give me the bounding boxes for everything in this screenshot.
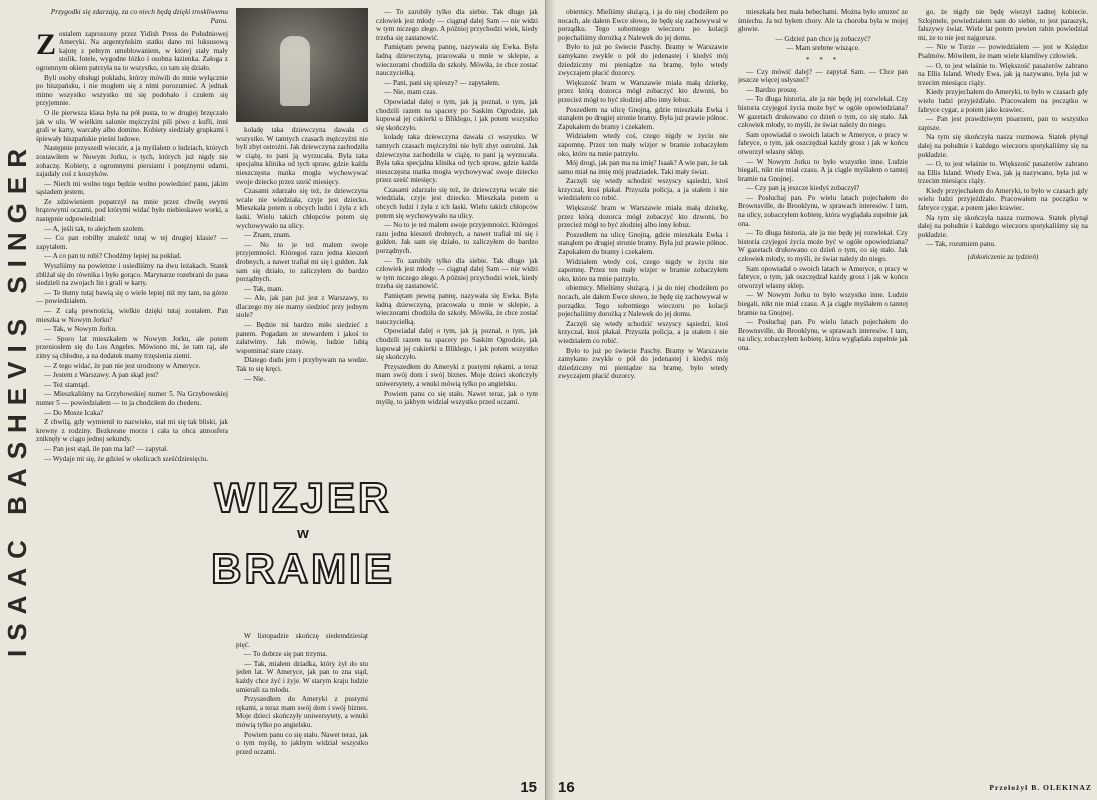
paragraph: Kiedy przyjechałem do Ameryki, to było w czasach gdy wielu ludzi przyjeżdżało. Pracowałem na początku w fabryce cygar, a potem jako krawiec. (918, 186, 1088, 213)
paragraph: — Mieszkaliśmy na Grzybowskiej numer 5. Na Grzybowskiej numer 5 — powiedziałem — to ja chodziłem do chederu. (36, 390, 228, 407)
paragraph: — Tak, mam. (244, 284, 284, 293)
paragraph: obietnicy. Mieliśmy służącą, i ja do niej chodziłem po nocach, ale dałem Ewce słowo, że będę się zachowywał w porządku. Tego sobotniego wieczoru po kolacji pojechaliśmy dorożką z Nalewek do jej domu. (558, 284, 728, 319)
paragraph: Większość bram w Warszawie miała małą dziurkę, przez którą dozorca mógł zobaczyć kto dzwoni, bo przecież mógł to być złodziej albo inny łobuz. (558, 78, 728, 104)
column-6 (918, 8, 1088, 778)
paragraph: Pamiętam pewną pannę, nazywała się Ewka. Była ładną dziewczyną, pracowała u mnie w sklepie, a wieczorami chodziła do szkoły. Mówiła, że chce zostać nauczycielką. (376, 43, 538, 78)
paragraph: — O, to jest właśnie to. Większość pasażerów zabrano na Ellis Island. Wtedy Ewa, jak ją nazywano, była już w trzecim miesiącu ciąży. (918, 61, 1088, 87)
paragraph: — Czy pan ją jeszcze kiedyś zobaczył? (746, 184, 860, 193)
paragraph: — Też stamtąd. (44, 380, 90, 389)
paragraph: — Bardzo proszę. (746, 85, 799, 94)
paragraph: — Te tłumy tutaj bawią się o wiele lepiej niż my tam, na górze — powiedziałem. (36, 288, 228, 306)
paragraph: koladę taka dziewczyna dawała ci wszystko. W tamtych czasach mężczyźni nie byli zbyt ostrożni. Jak dziewczyna zachodziła w ciążę, to pani ją wyrzucała. Była taka specjalna klinika od tych spraw, gdzie kaźda nieszczęsna matka mogła wychowywać swoje dziecko przez sześć miesięcy. (236, 126, 368, 186)
section-divider: * * * (805, 55, 841, 64)
paragraph: — No to je też malem swoje przyjemności. Któregoś razu jedna kieszeń drobnych, a nawet trafiał mi się i gulden. Jak sam się działo, to zaliczyłem do bardzo porządnych. (236, 240, 368, 284)
paragraph: — To dobrze się pan trzyma. (244, 650, 328, 659)
paragraph: Poszedłem na ulicę Gnojną, gdzie mieszkała Ewka i stanąłem po drugiej stronie bramy. Była już prawie północ. Zapukałem do bramy i czekałem. (558, 105, 728, 131)
left-page (0, 0, 546, 800)
paragraph: go, że nigdy nie będę wierzył żadnej kobiecie. Szlojmele, powiedziałem sam do siebie, to jest paraszyk, fałszywy świat. Wiele lat potem pewien rabin powiedział mi, że to nie jest najgorsze. (918, 8, 1088, 42)
paragraph: — A co pan tu robi? Chodźmy lepiej na pokład. (44, 252, 182, 261)
paragraph: — Z tego widać, że pan nie jest urodzony w Ameryce. (44, 361, 201, 370)
title-word-3: BRAMIE (211, 544, 395, 592)
paragraph: — Do Mosze Icaka? (44, 408, 104, 417)
gutter-shadow (546, 0, 556, 800)
column-3 (376, 8, 538, 778)
paragraph: — Pan jest stąd, ile pan ma lat? — zapytał. (44, 444, 168, 453)
paragraph: Na tym się skończyła nasza rozmowa. Statek płynął dalej na południe i każdego wieczoru spotykaliśmy się na pokładzie. (918, 133, 1088, 159)
paragraph: — Posłuchaj pan. Po wielu latach pojechałem do Brownsville, do Brooklynu, w sprawach interesów. I tam, na ulicy, zobaczyłem kobietę, która wyglądała zupełnie jak ona. (738, 318, 908, 352)
paragraph: — Czy mówić dalej? — zapytał Sam. — Chce pan jeszcze więcej usłyszeć? (738, 67, 908, 85)
story-photo (236, 8, 368, 122)
paragraph: Sam opowiadał o swoich latach w Ameryce, o pracy w fabryce, o tym, jak oszczędzał każdy grosz i jak w końcu otworzył własny sklep. (738, 264, 908, 290)
paragraph: Ze zdziwieniem popatrzył na mnie przez chwilę swymi brązowymi oczami, pod którymi widać było niebieskawe worki, a następnie odpowiedział: (36, 197, 228, 224)
paragraph: Czasami zdarzało się też, że dziewczyna wcale nie wiedziała, czyje jest dziecko. Mieszkała potem u obcych ludzi i żyła z ich łaski. Wielu takich chłopców potem się wychowywało na ulicy. (376, 185, 538, 220)
paragraph: — Posłuchaj pan. Po wielu latach pojechałem do Brownsville, do Brooklynu, w sprawach interesów. I tam, na ulicy, zobaczyłem kobietę, która wyglądała zupełnie jak ona. (738, 193, 908, 228)
story-title (211, 438, 395, 628)
paragraph: — Znam, znam. (244, 231, 291, 240)
paragraph: Przyszedłem do Ameryki z pustymi rękami, a teraz mam swój dom i swój biznes. Moje dzieci skończyły uniwersytety, a wnuki mówią tylko po angielsku. (376, 362, 538, 388)
paragraph: Opowiadał dalej o tym, jak ją poznał, o tym, jak chodzili razem na spacery po Saskim Ogrodzie, jak kupował jej cukierki u Bliklego, i jak potem wszystko się skończyło. (376, 327, 538, 362)
drop-cap: Z (36, 27, 57, 61)
column-4 (558, 8, 728, 778)
paragraph: Pamiętam pewną pannę, nazywała się Ewka. Była ładną dziewczyną, pracowała u mnie w sklepie, a wieczorami chodziła do szkoły. Mówiła, że chce zostać nauczycielką. (376, 292, 538, 326)
paragraph: — Ale, jak pan już jest z Warszawy, to dlaczego my nie mamy siedzieć przy jednym stole? (236, 294, 368, 320)
title-word-1: WIZJER (214, 473, 392, 521)
paragraph: Powiem panu co się stało. Nawet teraz, jak o tym myślę, to jakbym widział wszystko przed oczami. (236, 730, 368, 756)
paragraph: — Jestem z Warszawy. A pan skąd jest? (44, 371, 159, 380)
paragraph: — Tak, rozumiem panu. (926, 240, 996, 249)
paragraph: — Co pan robiłby znaleźć tutaj w tej drugiej klasie? — zapytałem. (36, 234, 228, 251)
paragraph: — Pani, pani się spieszy? — zapytałem. (384, 78, 500, 87)
right-page (546, 0, 1097, 800)
paragraph: Czasami zdarzało się też, że dziewczyna wcale nie wiedziała, czyje jest dziecko. Mieszkała potem u obcych ludzi i żyła z ich łaski. Wielu takich chłopców potem się wychowywało na ulicy. (236, 187, 368, 230)
paragraph: — Gdzież pan chce ją zobaczyć? (775, 34, 871, 43)
paragraph: — To długa historia, ale ja nie będę jej rozwlekał. Czy historia czyjegoś życia może być w ogóle opowiedziana? W gazetach drukowano co dzień o tym, co się stało. Jak człowiek młody, to myśli, że świat należy do niego. (738, 95, 908, 130)
paragraph: Poszedłem na ulicę Gnojną, gdzie mieszkała Ewka i stanąłem po drugiej stronie bramy. Była już prawie północ. Zapukałem do bramy i czekałem. (558, 230, 728, 257)
translator-byline: Przełożył B. OLEKINAZ (989, 783, 1092, 792)
author-name: ISAAC BASHEVIS SINGER (1, 139, 32, 657)
paragraph: ostalem zaproszony przez Yidish Press do Południowej Ameryki. Na argentyńskim statku dano mi luksusową kajutę z pełnym umeblowaniem, w której stały mały stolik, fotele, wygodne łóżko i osobna łazienka. Załoga z ogromnym okiem patrzyła na to wszystko, co tam się działo. (36, 29, 228, 72)
paragraph: — Z całą pewnością, wielkie dzięki tutaj zostałem. Pan mieszka w Nowym Jorku? (36, 307, 228, 324)
paragraph: Zaczęli się wtedy schodzić wszyscy sąsiedzi, ktoś krzyczał, ktoś płakał. Przyszła policja, a ja stałem i nie wiedziałem co robić. (558, 177, 728, 203)
paragraph: mieszkała bez mała bebechami. Można było umrzeć ze śmiechu. Ja też byłem chory. Ale ta choroba była w mojej głowie. (738, 8, 908, 34)
paragraph: O ile pierwsza klasa była na pół pusta, to w drugiej brzęczało jak w ulu. W wielkim salonie mężczyźni pili piwo z kufli, inni grali w karty, warcaby albo domino. Kobiety siedziały grupkami i śpiewały hiszpańskie pieśni ludowe. (36, 108, 228, 143)
paragraph: — Nie. (244, 374, 266, 383)
paragraph: — W Nowym Jorku to było wszystko inne. Ludzie biegali, nikt nie miał czasu. A ja ciągle myślałem o tamtej bramie na Gnojnej. (738, 157, 908, 183)
paragraph: — To zarobiły tylko dla siebie. Tak długo jak człowiek jest młody — ciągnął dalej Sam — nie widzi w tym niczego złego. A później przychodzi wiek, kiedy trzeba się zastanowić. (376, 256, 538, 291)
continued-note: (dokończenie za tydzień) (967, 253, 1039, 262)
paragraph: Widziałem wtedy coś, czego nigdy w życiu nie zapomnę. Przez ten mały wizjer w bramie zobaczyłem oko, które na mnie patrzyło. (558, 257, 728, 283)
paragraph: — O, to jest właśnie to. Większość pasażerów zabrano na Ellis Island. Wtedy Ewa, jak ją nazywano, była już w trzecim miesiącu ciąży. (918, 160, 1088, 186)
paragraph: — Nie, mam czas. (384, 88, 438, 97)
paragraph: Powiem panu co się stało. Nawet teraz, jak o tym myślę, to jakbym widział wszystko przed oczami. (376, 389, 538, 407)
paragraph: Następnie przyszedł wieczór, a ja myślałem o ludziach, których zostawiłem w Nowym Jorku, o tych, których już nigdy nie zobaczę. Kobiety, z ogromnymi piersiami i potężnymi udami, zajadały coś z koszyków. (36, 144, 228, 179)
paragraph: — A, jeśli tak, to alejchem szolem. (44, 224, 145, 233)
paragraph: — Sporo lat mieszkałem w Nowym Jorku, ale potem przeniosłem się do Los Angeles. Mówiono mi, że tam raj, ale zimy są chłodne, a na dodatek mamy trzęsienia ziemi. (36, 334, 228, 360)
paragraph: Zaczęli się wtedy schodzić wszyscy sąsiedzi, ktoś krzyczał, ktoś płakał. Przyszła policja, a ja stałem i nie wiedziałem co robić. (558, 319, 728, 345)
page-number-right: 16 (558, 779, 575, 796)
paragraph: Byli osoby obsługi pokładu, którzy mówili do mnie wyłącznie po hiszpańsku, i nie mogłem się z nimi porozumieć. A jednak mimo wszystko wszystko mi się podobało i czułem się przyjemnie. (36, 73, 228, 108)
paragraph: Było to już po świecie Paschy. Bramy w Warszawie zamykano zwykle o pół do jedenastej i kiedyś mój dziedziczny mi pieniądze na bramę, było wtedy zwyczajem płacić dozorcy. (558, 346, 728, 381)
paragraph: Sam opowiadał o swoich latach w Ameryce, o pracy w fabryce, o tym, jak oszczędzał każdy grosz i jak w końcu otworzył własny sklep. (738, 130, 908, 156)
paragraph: Przyszedłem do Ameryki z pustymi rękami, a teraz mam swój dom i swój biznes. Moje dzieci skończyły uniwersytety, a wnuki mówią tylko po angielsku. (236, 695, 368, 729)
paragraph: Było to już po świecie Paschy. Bramy w Warszawie zamykano zwykle o pół do jedenastej i kiedyś mój dziedziczny mi pieniądze na bramę, było wtedy zwyczajem płacić dozorcy. (558, 43, 728, 78)
paragraph: obietnicy. Mieliśmy służącą, i ja do niej chodziłem po nocach, ale dałem Ewce słowo, że będę się zachowywał w porządku. Tego sobotniego wieczoru po kolacji pojechaliśmy dorożką z Nalewek do jej domu. (558, 8, 728, 42)
paragraph: — No to je też malem swoje przyjemności. Któregoś razu jedna kieszeń drobnych, a nawet trafiał mi się i gulden. Jak sam się działo, to zaliczyłem do bardzo porządnych. (376, 221, 538, 256)
paragraph: — To zarobiły tylko dla siebie. Tak długo jak człowiek jest młody — ciągnął dalej Sam — nie widzi w tym niczego złego. A później przychodzi wiek, kiedy trzeba się zastanowić. (376, 8, 538, 42)
title-word-2: w (297, 524, 309, 542)
column-1-body (36, 27, 228, 464)
paragraph: Wyszliśmy na powietrze i usiedliśmy na dwu leżakach. Statek zbliżał się do równika i było gorąco. Marynarze rozebrani do pasa siedzieli na zwojach lin i grali w karty. (36, 262, 228, 288)
paragraph: — Nie w Torze — powiedziałem — jest w Księdze Psalmów. Mówiłem, że mam wiele kłamliwy człowiek. (918, 43, 1088, 60)
paragraph: Kiedy przyjechałem do Ameryki, to było w czasach gdy wielu ludzi przyjeżdżało. Pracowałem na początku w fabryce cygar, a potem jako krawiec. (918, 88, 1088, 114)
paragraph: — Będzie mi bardzo miło siedzieć z panem. Pogadam ze stewardem i jakoś to załatwimy. Jak mówię, ludzie lubią wspominać stare czasy. (236, 321, 368, 355)
paragraph: Większość bram w Warszawie miała małą dziurkę, przez którą dozorca mógł zobaczyć kto dzwoni, bo przecież mógł to być złodziej albo inny łobuz. (558, 204, 728, 230)
paragraph: Na tym się skończyła nasza rozmowa. Statek płynął dalej na południe i każdego wieczoru spotykaliśmy się na pokładzie. (918, 213, 1088, 239)
intro-quote: Przygodki się zdarzają, za co niech będą dzięki troskliwemu Panu. (50, 8, 228, 25)
column-5 (738, 8, 908, 778)
paragraph: W listopadzie skończę siedemdziesiąt pięć. (236, 632, 368, 649)
page-number-left: 15 (520, 779, 537, 796)
paragraph: Opowiadał dalej o tym, jak ją poznał, o tym, jak chodzili razem na spacery po Saskim Ogrodzie, jak kupował jej cukierki u Bliklego, i jak potem wszystko się skończyło. (376, 97, 538, 132)
paragraph: — Wydaje mi się, że gdzieś w okolicach sześćdziesięciu. (44, 454, 209, 463)
paragraph: — Tak, miałem dziadka, który żył do stu jeden lat. W Ameryce, jak pan to zna stąd, każdy chce żyć i żyje. W starym kraju ludzie umierali za młodu. (236, 659, 368, 694)
paragraph: Mój drogi, jak pan ma na imię? Isaak? A wie pan, że tak samo miał na imię mój pradziadek. Taki mały świat. (558, 159, 728, 176)
paragraph: — Pan jest prawdziwym pisarzem, pan to wszystko zapisze. (918, 115, 1088, 132)
paragraph: — W Nowym Jorku to było wszystko inne. Ludzie biegali, nikt nie miał czasu. A ja ciągle myślałem o tamtej bramie na Gnojnej. (738, 291, 908, 317)
column-2-lower (236, 632, 368, 778)
paragraph: Widziałem wtedy coś, czego nigdy w życiu nie zapomnę. Przez ten mały wizjer w bramie zobaczyłem oko, które na mnie patrzyło. (558, 132, 728, 158)
column-1 (36, 8, 228, 778)
paragraph: — Niech mi wolno tego będzie wolno powiedzieć panu, jakim sąsiadem jestem. (36, 179, 228, 197)
paragraph: Z chwilą, gdy wymienił to nazwisko, stał mi się tak bliski, jak krewny z rodziny. Bezkresne morze i cała ta obca atmosfera zniknęły w ciągu jednej sekundy. (36, 418, 228, 444)
paragraph: — Tak, w Nowym Jorku. (44, 325, 117, 334)
paragraph: — To długa historia, ale ja nie będę jej rozwlekał. Czy historia czyjegoś życia może być w ogóle opowiedziana? W gazetach drukowano co dzień o tym, co się stało. Jak człowiek młody, to myśli, że świat należy do niego. (738, 229, 908, 264)
paragraph: koladę taka dziewczyna dawała ci wszystko. W tamtych czasach mężczyźni nie byli zbyt ostrożni. Jak dziewczyna zachodziła w ciążę, to pani ją wyrzucała. Była taka specjalna klinika od tych spraw, gdzie kaźda nieszczęsna matka mogła wychowywać swoje dziecko przez sześć miesięcy. (376, 133, 538, 185)
paragraph: — Mam srebrne wiszące. (786, 44, 860, 53)
paragraph: Dlatego dudu jem i przybywam na wodze. Tak to się kręci. (236, 356, 368, 374)
author-name-vertical (2, 18, 32, 778)
